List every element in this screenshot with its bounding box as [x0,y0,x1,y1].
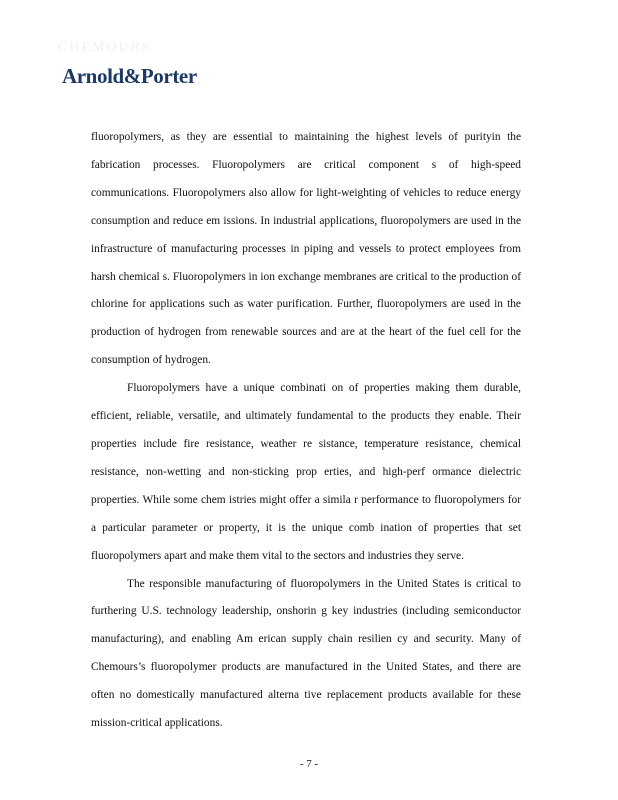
body-text [91,124,521,738]
faint-watermark: CHEMOURS [58,40,152,55]
firm-logo: Arnold&Porter [62,64,197,88]
paragraph-continuation: fluoropolymers, as they are essential to maintaining the highest levels of purityin the fabrication processes. Fluoropolymers are critical component s of high-speed communications. Fluoropolymers also allow for light-weighting of vehicles to reduce energy consumption and reduce em issions. In industrial applications, fluoropolymers are used in the infrastructure of manufacturing processes in piping and vessels to protect employees from harsh chemical s. Fluoropolymers in ion exchange membranes are critical to the production of chlorine for applications such as water purification. Further, fluoropolymers are used in the production of hydrogen from renewable sources and are at the heart of the fuel cell for the consumption of hydrogen. [91,131,521,367]
paragraph-properties: Fluoropolymers have a unique combinati on of properties making them durable, efficient, reliable, versatile, and ultimately fundamental to the products they enable. Their properties include fire resistance, weather re sistance, temperature resistance, chemical resistance, non-wetting and non-sticking prop erties, and high-perf ormance dielectric properties. While some chem istries might offer a simila r performance to fluoropolymers for a particular parameter or property, it is the unique comb ination of properties that set fluoropolymers apart and make them vital to the sectors and industries they serve. [91,382,521,562]
paragraph-manufacturing: The responsible manufacturing of fluoropolymers in the United States is critical to furthering U.S. technology leadership, onshorin g key industries (including semiconductor manufacturing), and enabling Am erican supply chain resilien cy and security. Many of Chemours’s fluoropolymer products are manufactured in the United States, and there are often no domestically manufactured alterna tive replacement products available for these mission-critical applications. [91,577,521,730]
page-number: - 7 - [299,758,319,770]
